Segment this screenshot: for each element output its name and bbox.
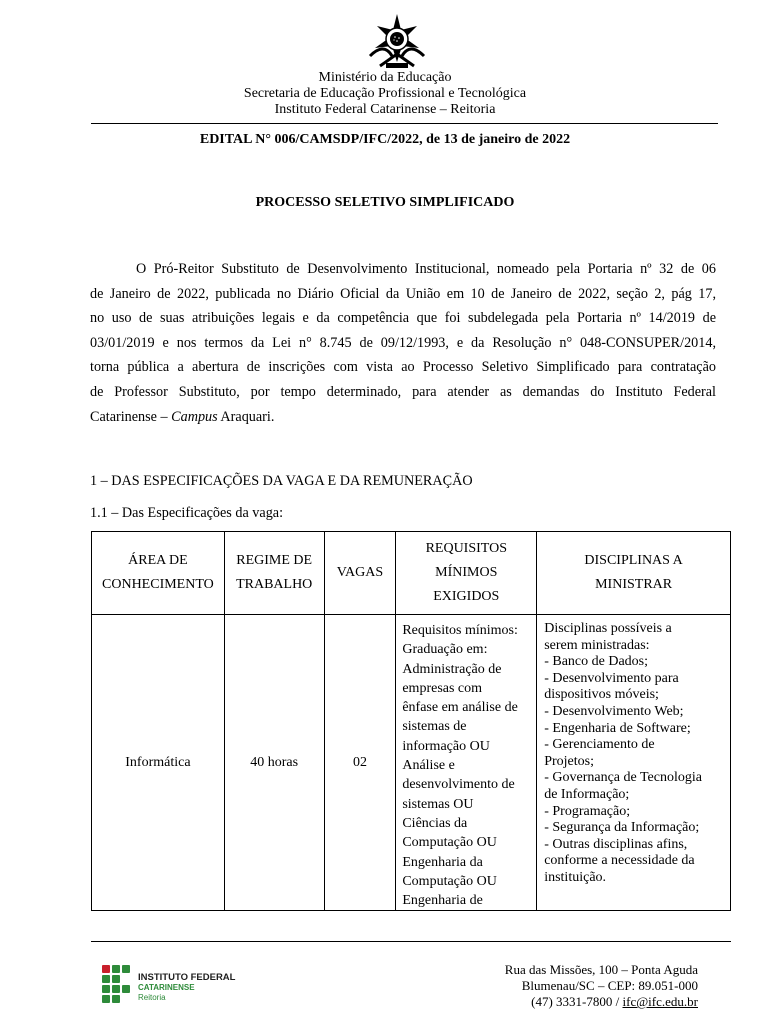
logo-line-2: CATARINENSE bbox=[138, 983, 195, 992]
paragraph-line: 03/01/2019 e nos termos da Lei n° 8.745 de 09/12/1993, e da Resolução n° 048-CONSUPER/2014, bbox=[90, 334, 716, 351]
logo-square bbox=[112, 975, 120, 983]
vacancy-table bbox=[91, 531, 731, 911]
requisito-line: Ciências da bbox=[402, 815, 468, 831]
ifc-logo-icon bbox=[102, 965, 132, 1005]
disciplina-line: - Outras disciplinas afins, bbox=[544, 836, 688, 852]
logo-square bbox=[102, 965, 110, 973]
logo-square bbox=[102, 975, 110, 983]
requisito-line: sistemas OU bbox=[402, 796, 474, 812]
requisito-line: Requisitos mínimos: bbox=[402, 623, 518, 638]
edital-title: EDITAL N° 006/CAMSDP/IFC/2022, de 13 de janeiro de 2022 bbox=[199, 132, 571, 147]
disciplina-line: - Banco de Dados; bbox=[544, 654, 649, 670]
header-disciplinas: DISCIPLINAS A MINISTRAR bbox=[537, 532, 731, 615]
disciplina-line: dispositivos móveis; bbox=[544, 687, 659, 703]
secretariat-line: Secretaria de Educação Profissional e Tecnológica bbox=[243, 86, 527, 101]
section-1-heading: 1 – DAS ESPECIFICAÇÕES DA VAGA E DA REMUNERAÇÃO bbox=[90, 473, 473, 489]
address-line-2: Blumenau/SC – CEP: 89.051-000 bbox=[521, 978, 698, 993]
paragraph-line: torna pública a abertura de inscrições com vista ao Processo Seletivo Simplificado para contratação bbox=[90, 359, 716, 376]
requisito-line: Graduação em: bbox=[402, 642, 488, 658]
email-link[interactable]: ifc@ifc.edu.br bbox=[622, 994, 698, 1009]
footer-address bbox=[505, 962, 698, 1010]
paragraph-line: Catarinense – Campus Araquari. bbox=[90, 408, 275, 425]
disciplina-line: Disciplinas possíveis a bbox=[544, 621, 672, 636]
requisito-line: Administração de bbox=[402, 661, 502, 677]
logo-line-3: Reitoria bbox=[138, 993, 166, 1002]
requisito-line: informação OU bbox=[402, 738, 490, 754]
paragraph-line: de Professor Substituto, por tempo determinado, para atender as demandas do Instituto Federal bbox=[90, 383, 716, 400]
disciplina-line: conforme a necessidade da bbox=[544, 853, 695, 869]
disciplina-line: Projetos; bbox=[544, 753, 594, 769]
disciplina-line: - Engenharia de Software; bbox=[544, 720, 691, 736]
cell-regime: 40 horas bbox=[224, 615, 324, 911]
requisito-line: desenvolvimento de bbox=[402, 777, 515, 793]
brazil-coat-of-arms-icon bbox=[366, 12, 428, 72]
requisito-line: sistemas de bbox=[402, 719, 467, 735]
phone: (47) 3331-7800 / bbox=[531, 994, 623, 1009]
disciplina-line: - Governança de Tecnologia bbox=[544, 770, 702, 786]
logo-square bbox=[102, 985, 110, 993]
intro-paragraph bbox=[90, 257, 716, 429]
disciplinas-list bbox=[537, 615, 730, 887]
header-divider bbox=[91, 123, 718, 124]
paragraph-line: O Pró-Reitor Substituto de Desenvolvimento Institucional, nomeado pela Portaria nº 32 de 06 bbox=[136, 261, 716, 277]
process-title: PROCESSO SELETIVO SIMPLIFICADO bbox=[255, 195, 515, 210]
requisito-line: empresas com bbox=[402, 680, 483, 696]
disciplina-line: - Desenvolvimento Web; bbox=[544, 703, 684, 719]
logo-line-1: INSTITUTO FEDERAL bbox=[138, 972, 236, 983]
disciplina-line: - Desenvolvimento para bbox=[544, 670, 679, 686]
ifc-logo bbox=[102, 965, 262, 1009]
disciplina-line: - Segurança da Informação; bbox=[544, 820, 700, 836]
cell-vagas: 02 bbox=[324, 615, 396, 911]
table-header-row bbox=[92, 532, 731, 615]
campus-italic: Campus bbox=[171, 408, 218, 425]
header-requisitos: REQUISITOS MÍNIMOS EXIGIDOS bbox=[396, 532, 537, 615]
header-vagas: VAGAS bbox=[324, 532, 396, 615]
section-1-1-heading: 1.1 – Das Especificações da vaga: bbox=[90, 505, 284, 521]
address-line-1: Rua das Missões, 100 – Ponta Aguda bbox=[504, 962, 698, 977]
requisito-line: Engenharia da bbox=[402, 854, 483, 870]
logo-square bbox=[112, 965, 120, 973]
requisito-line: Computação OU bbox=[402, 835, 497, 851]
ifc-logo-text bbox=[138, 973, 235, 1003]
contact-line bbox=[505, 994, 698, 1010]
footer-divider bbox=[91, 941, 731, 942]
requisito-line: Computação OU bbox=[402, 873, 497, 889]
logo-square bbox=[122, 985, 130, 993]
table-row bbox=[92, 615, 731, 911]
disciplina-line: de Informação; bbox=[544, 786, 630, 802]
paragraph-line: no uso de suas atribuições legais e da competência que foi subdelegada pela Portaria nº 14/2019 de bbox=[90, 310, 716, 327]
cell-area: Informática bbox=[92, 615, 225, 911]
requisito-line: ênfase em análise de bbox=[402, 700, 518, 716]
header-area: ÁREA DE CONHECIMENTO bbox=[92, 532, 225, 615]
institute-line: Instituto Federal Catarinense – Reitoria bbox=[274, 102, 496, 117]
requisito-line: Análise e bbox=[402, 758, 455, 774]
logo-square bbox=[112, 985, 120, 993]
disciplina-line: - Programação; bbox=[544, 803, 631, 819]
disciplina-line: - Gerenciamento de bbox=[544, 737, 655, 753]
requisito-line: Engenharia de bbox=[402, 893, 483, 909]
cell-requisitos bbox=[396, 615, 537, 911]
disciplina-line: instituição. bbox=[544, 869, 607, 885]
logo-square bbox=[122, 965, 130, 973]
requisitos-list bbox=[396, 615, 536, 910]
disciplina-line: serem ministradas: bbox=[544, 637, 650, 653]
header-regime: REGIME DE TRABALHO bbox=[224, 532, 324, 615]
logo-square bbox=[112, 995, 120, 1003]
paragraph-line: de Janeiro de 2022, publicada no Diário Oficial da União em 10 de Janeiro de 2022, seção 2, pág 17, bbox=[90, 285, 716, 302]
document-header bbox=[0, 70, 770, 118]
cell-disciplinas bbox=[537, 615, 731, 911]
logo-square bbox=[102, 995, 110, 1003]
ministry-line: Ministério da Educação bbox=[318, 70, 452, 85]
